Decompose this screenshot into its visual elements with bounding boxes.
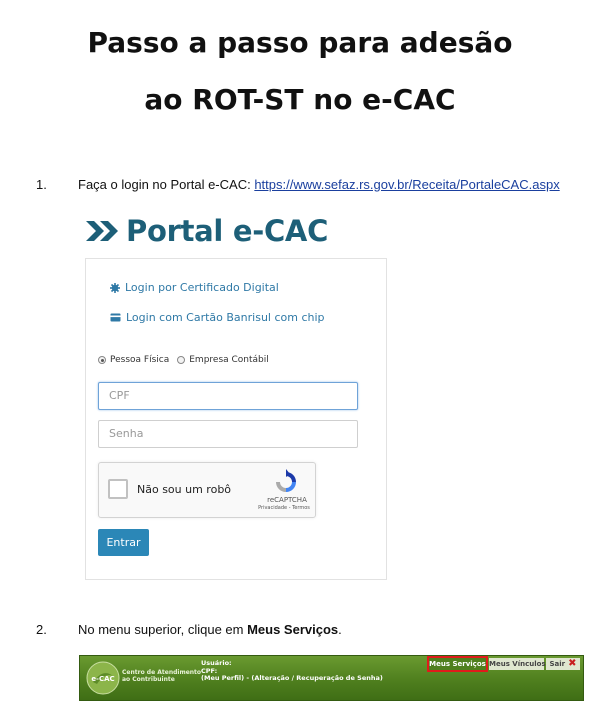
menu-sair[interactable] — [546, 658, 580, 670]
radio-pessoa-fisica[interactable] — [98, 356, 106, 364]
certificate-login-label: Login por Certificado Digital — [125, 281, 279, 294]
recaptcha-terms[interactable]: Privacidade - Termos — [258, 505, 310, 511]
radio-empresa-contabil-label: Empresa Contábil — [189, 355, 269, 365]
login-card — [85, 258, 387, 580]
logo-text: Portal e-CAC — [126, 214, 329, 248]
recaptcha-icon — [273, 469, 299, 495]
step-text: Faça o login no Portal e-CAC: — [78, 177, 255, 192]
user-label: Usuário: — [201, 659, 232, 667]
step-1 — [36, 177, 560, 192]
card-icon — [110, 313, 121, 322]
step-text-end: . — [338, 622, 342, 637]
step-number: 2. — [36, 622, 47, 637]
page-title-line2: ao ROT-ST no e-CAC — [144, 83, 456, 116]
submit-button[interactable]: Entrar — [98, 529, 149, 556]
recaptcha-widget — [98, 462, 316, 518]
user-info — [201, 660, 383, 683]
ecac-logo-text: e-CAC — [91, 675, 115, 683]
certificate-login-link[interactable] — [110, 281, 279, 294]
ecac-header-banner — [79, 655, 584, 701]
close-icon: ✖ — [568, 658, 577, 669]
brand-text: Centro de Atendimento ao Contribuinte — [122, 669, 202, 683]
profile-links[interactable]: (Meu Perfil) - (Alteração / Recuperação de Senha) — [201, 674, 383, 682]
recaptcha-label: Não sou um robô — [137, 483, 232, 496]
portal-ecac-logo — [86, 211, 328, 251]
radio-pessoa-fisica-label: Pessoa Física — [110, 355, 170, 365]
step-2 — [36, 622, 342, 637]
radio-empresa-contabil[interactable] — [177, 356, 185, 364]
gear-icon — [110, 283, 120, 293]
step-text-bold: Meus Serviços — [247, 622, 339, 637]
portal-link[interactable]: https://www.sefaz.rs.gov.br/Receita/PortaleCAC.aspx — [254, 177, 560, 192]
step-number: 1. — [36, 177, 47, 192]
step-text: No menu superior, clique em — [78, 622, 248, 637]
card-login-link[interactable] — [110, 311, 325, 324]
recaptcha-brand: reCAPTCHA — [267, 496, 307, 504]
recaptcha-checkbox[interactable] — [108, 479, 128, 499]
menu-meus-vinculos[interactable]: Meus Vínculos — [489, 660, 546, 668]
double-chevron-icon — [86, 219, 120, 243]
account-type-radio-group — [98, 355, 269, 365]
menu-sair-label: Sair — [549, 660, 566, 668]
cpf-label: CPF: — [201, 666, 218, 675]
cpf-input[interactable]: CPF — [98, 382, 358, 410]
page-title-line1: Passo a passo para adesão — [87, 26, 513, 59]
card-login-label: Login com Cartão Banrisul com chip — [126, 311, 325, 324]
ecac-logo-icon — [85, 660, 121, 696]
password-input[interactable]: Senha — [98, 420, 358, 448]
menu-meus-servicos[interactable]: Meus Serviços — [429, 660, 486, 668]
